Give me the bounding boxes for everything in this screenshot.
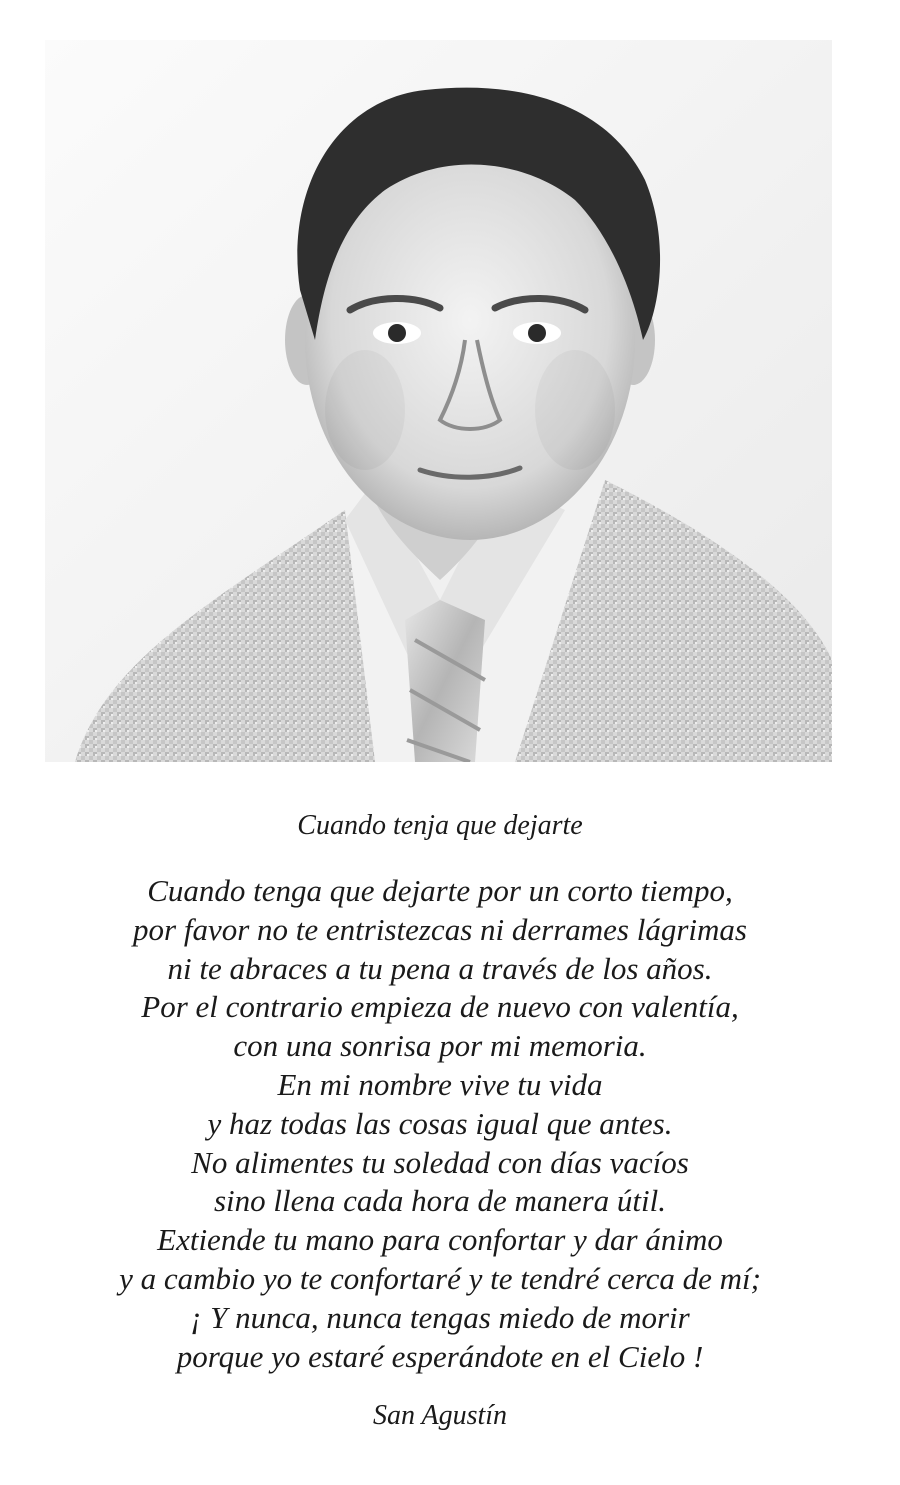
portrait-illustration bbox=[45, 40, 832, 762]
poem-line: sino llena cada hora de manera útil. bbox=[213, 1183, 667, 1219]
poem-line: Por el contrario empieza de nuevo con valentía, bbox=[141, 989, 739, 1025]
poem-author: San Agustín bbox=[372, 1400, 508, 1431]
poem-line: En mi nombre vive tu vida bbox=[277, 1066, 603, 1102]
poem-line: ¡ Y nunca, nunca tengas miedo de morir bbox=[190, 1299, 690, 1335]
poem-line: y a cambio yo te confortaré y te tendré cerca de mí; bbox=[119, 1260, 761, 1296]
poem-line: y haz todas las cosas igual que antes. bbox=[207, 1105, 673, 1141]
poem-line: Extiende tu mano para confortar y dar ánimo bbox=[157, 1222, 723, 1258]
poem-body bbox=[0, 872, 880, 1376]
poem-line: ni te abraces a tu pena a través de los años. bbox=[167, 950, 713, 986]
poem-line: porque yo estaré esperándote en el Cielo ! bbox=[176, 1338, 704, 1374]
poem-line: No alimentes tu soledad con días vacíos bbox=[191, 1144, 689, 1180]
portrait-photo bbox=[45, 40, 832, 762]
poem-title: Cuando tenja que dejarte bbox=[297, 810, 583, 841]
tie bbox=[405, 600, 485, 762]
poem-line: con una sonrisa por mi memoria. bbox=[233, 1028, 647, 1064]
poem-line: Cuando tenga que dejarte por un corto tiempo, bbox=[147, 873, 733, 908]
poem-line: por favor no te entristezcas ni derrames lágrimas bbox=[133, 911, 747, 947]
